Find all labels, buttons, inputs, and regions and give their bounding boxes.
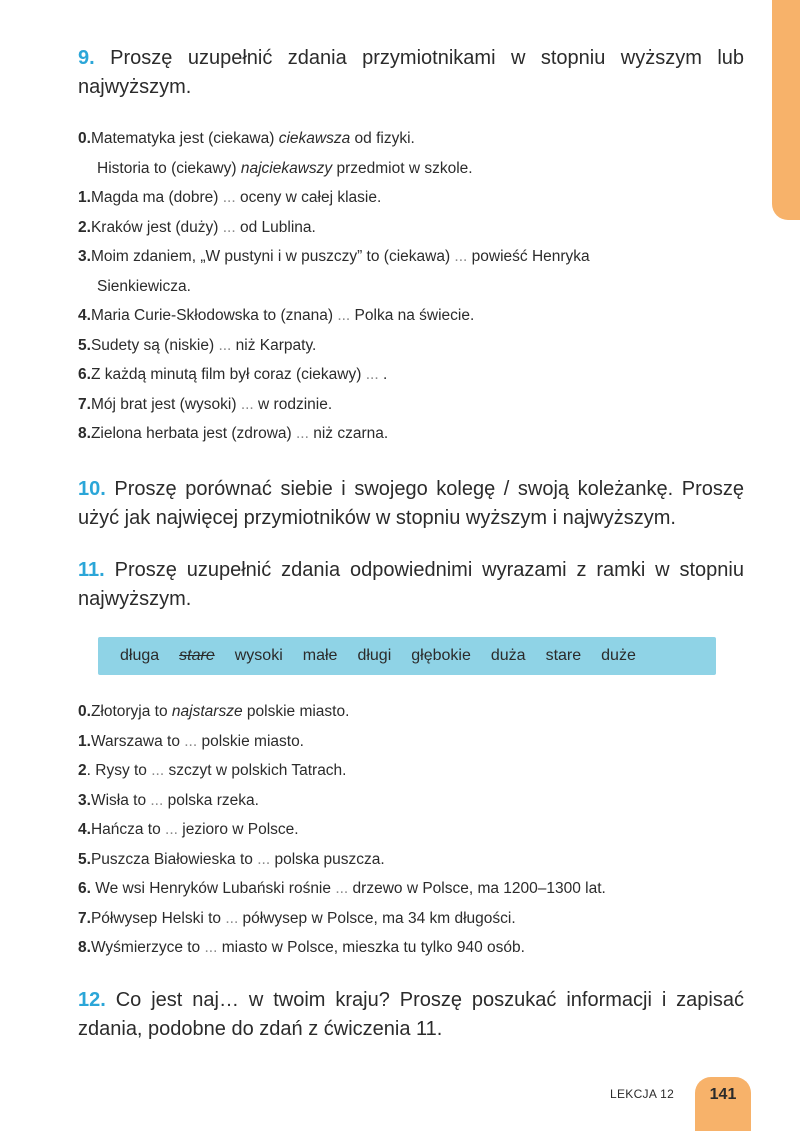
blank-dots: ... xyxy=(218,336,232,354)
list-item xyxy=(78,845,768,875)
item-number: 1. xyxy=(78,732,91,750)
list-item xyxy=(78,124,768,154)
item-text-end: Polka na świecie. xyxy=(350,307,475,324)
item-number: 1. xyxy=(78,189,91,206)
item-text: Zielona herbata jest (zdrowa) xyxy=(90,425,296,442)
item-text-end: polska puszcza. xyxy=(270,850,385,868)
exercise-10-instruction: Proszę porównać siebie i swojego kolegę / swoją koleżankę. Proszę użyć jak najwięcej przymiotników w stopniu wyższym i najwyższym. xyxy=(78,478,744,529)
exercise-9-instruction: Proszę uzupełnić zdania przymiotnikami w stopniu wyższym lub najwyższym. xyxy=(78,47,745,98)
word: duża xyxy=(490,647,526,664)
item-text: Sudety są (niskie) xyxy=(90,336,219,354)
item-text-end: polskie miasto. xyxy=(197,732,304,750)
word: duże xyxy=(601,647,636,664)
item-number-dot: . xyxy=(86,762,91,779)
item-text-end: polska rzeka. xyxy=(163,791,259,809)
item-number: 8. xyxy=(78,939,91,956)
exercise-11-heading xyxy=(78,556,744,614)
exercise-11-number: 11. xyxy=(78,559,105,581)
exercise-11-instruction: Proszę uzupełnić zdania odpowiednimi wyrazami z ramki w stopniu najwyższym. xyxy=(78,559,744,610)
item-text-end: drzewo w Polsce, ma 1200–1300 lat. xyxy=(348,880,606,897)
item-text: Historia to (ciekawy) xyxy=(97,159,241,177)
list-item xyxy=(78,272,768,302)
blank-dots: ... xyxy=(204,939,218,956)
list-item xyxy=(78,301,768,331)
item-text-end: powieść Henryka xyxy=(467,248,590,265)
item-text: Magda ma (dobre) xyxy=(90,189,223,206)
item-text: Rysy to xyxy=(90,762,152,779)
item-text-end: szczyt w polskich Tatrach. xyxy=(164,762,347,779)
list-item xyxy=(78,183,768,213)
exercise-12-instruction: Co jest naj… w twoim kraju? Proszę poszukać informacji i zapisać zdania, podobne do zdań z ćwiczenia 11. xyxy=(78,989,744,1040)
list-item xyxy=(78,756,768,786)
item-text: Półwysep Helski to xyxy=(90,909,226,927)
list-item xyxy=(78,815,768,845)
example-answer: najstarsze xyxy=(171,703,243,720)
item-text-end: niż czarna. xyxy=(308,425,389,442)
word-box xyxy=(98,637,716,675)
exercise-12-heading xyxy=(78,986,744,1044)
item-text: Złotoryja to xyxy=(90,703,172,720)
item-text-end: od Lublina. xyxy=(235,218,316,236)
list-item xyxy=(78,904,768,934)
item-text-end: miasto w Polsce, mieszka tu tylko 940 osób. xyxy=(217,939,525,956)
item-text-end: półwysep w Polsce, ma 34 km długości. xyxy=(238,909,516,927)
list-item xyxy=(78,933,768,963)
item-text-end: polskie miasto. xyxy=(242,703,350,720)
item-number: 6. xyxy=(78,366,91,383)
blank-dots: ... xyxy=(365,366,379,383)
item-text-end: . xyxy=(378,366,388,383)
item-text-end: jezioro w Polsce. xyxy=(177,821,299,838)
item-text-end: w rodzinie. xyxy=(253,395,333,413)
item-text-end: niż Karpaty. xyxy=(231,336,317,354)
item-number: 0. xyxy=(78,130,91,147)
list-item xyxy=(78,697,768,727)
item-number: 7. xyxy=(78,909,91,927)
item-text: Moim zdaniem, „W pustyni i w puszczy” to (ciekawa) xyxy=(90,248,455,265)
item-text-end: przedmiot w szkole. xyxy=(332,159,473,177)
list-item xyxy=(78,213,768,243)
blank-dots: ... xyxy=(150,791,164,809)
blank-dots: ... xyxy=(151,762,165,779)
example-answer: najciekawszy xyxy=(240,159,333,177)
word: długa xyxy=(120,647,160,664)
exercise-9-list xyxy=(78,124,768,449)
word: wysoki xyxy=(234,647,283,664)
blank-dots: ... xyxy=(184,732,198,750)
item-number: 5. xyxy=(78,850,91,868)
blank-dots: ... xyxy=(222,189,236,206)
item-number: 2 xyxy=(78,762,87,779)
word: głębokie xyxy=(411,647,471,664)
item-number: 4. xyxy=(78,307,91,324)
item-text-end: od fizyki. xyxy=(350,130,415,147)
word: małe xyxy=(302,647,338,664)
word: długi xyxy=(357,647,392,664)
item-text: Mój brat jest (wysoki) xyxy=(90,395,241,413)
item-number: 3. xyxy=(78,791,91,809)
item-text: Maria Curie-Skłodowska to (znana) xyxy=(90,307,338,324)
blank-dots: ... xyxy=(257,850,271,868)
exercise-12-number: 12. xyxy=(78,989,106,1011)
item-text: Hańcza to xyxy=(90,821,166,838)
item-text: Kraków jest (duży) xyxy=(90,218,223,236)
item-number: 2. xyxy=(78,218,91,236)
list-item xyxy=(78,390,768,420)
exercise-11-list xyxy=(78,697,768,963)
exercise-10-number: 10. xyxy=(78,478,106,500)
exercise-9-number: 9. xyxy=(78,47,95,69)
item-number: 8. xyxy=(78,425,91,442)
item-text: We wsi Henryków Lubański rośnie xyxy=(90,880,336,897)
example-answer: ciekawsza xyxy=(278,130,351,147)
list-item xyxy=(78,786,768,816)
item-number: 5. xyxy=(78,336,91,354)
list-item xyxy=(78,242,768,272)
word-crossed: stare xyxy=(179,647,215,664)
list-item xyxy=(78,360,768,390)
word: stare xyxy=(545,647,582,664)
item-text: Puszcza Białowieska to xyxy=(90,850,258,868)
item-number: 3. xyxy=(78,248,91,265)
item-text-end: oceny w całej klasie. xyxy=(235,189,382,206)
blank-dots: ... xyxy=(337,307,351,324)
item-number: 6. xyxy=(78,880,91,897)
lesson-label: LEKCJA 12 xyxy=(610,1087,675,1101)
list-item xyxy=(78,874,768,904)
blank-dots: ... xyxy=(240,395,254,413)
blank-dots: ... xyxy=(165,821,178,838)
item-text: Sienkiewicza. xyxy=(97,277,191,295)
list-item xyxy=(78,419,768,449)
blank-dots: ... xyxy=(225,909,239,927)
list-item xyxy=(78,727,768,757)
item-number: 4. xyxy=(78,821,91,838)
page-number: 141 xyxy=(695,1077,751,1131)
blank-dots: ... xyxy=(335,880,349,897)
item-text: Wyśmierzyce to xyxy=(90,939,205,956)
blank-dots: ... xyxy=(454,248,468,265)
list-item xyxy=(78,154,768,184)
item-text: Matematyka jest (ciekawa) xyxy=(90,130,279,147)
list-item xyxy=(78,331,768,361)
item-number: 7. xyxy=(78,395,91,413)
item-text: Wisła to xyxy=(90,791,151,809)
item-number: 0. xyxy=(78,703,91,720)
blank-dots: ... xyxy=(295,425,309,442)
exercise-9-heading xyxy=(78,44,744,102)
item-text: Warszawa to xyxy=(90,732,185,750)
exercise-10-heading xyxy=(78,475,744,533)
side-tab xyxy=(772,0,800,220)
blank-dots: ... xyxy=(222,218,236,236)
item-text: Z każdą minutą film był coraz (ciekawy) xyxy=(90,366,366,383)
